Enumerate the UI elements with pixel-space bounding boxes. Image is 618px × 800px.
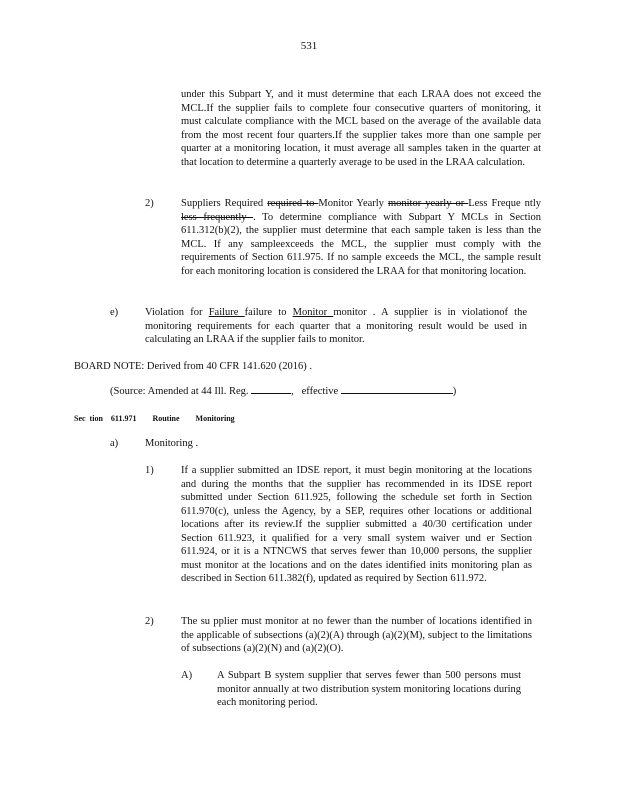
source-note: (Source: Amended at 44 Ill. Reg. , effective )	[110, 386, 457, 397]
item-a2A-text: A Subpart B system supplier that serves fewer than 500 persons must monitor annually at two distribution system monitoring locations during each monitoring period.	[217, 670, 521, 708]
item-e-text: Violation for Failure failure to Monitor monitor . A supplier is in violationof the monitoring requirements for each quarter that a monitoring result would be used in calculating an LRAA if the supplier fails to monitor.	[145, 307, 528, 345]
item-a1-label: 1)	[145, 465, 154, 476]
deleted-text: required to	[267, 198, 319, 209]
deleted-text: less frequently	[181, 211, 254, 223]
section-heading: Sec tion 611.971 Routine Monitoring	[74, 414, 235, 423]
item-e-label: e)	[110, 307, 119, 318]
inserted-text: Failure	[208, 307, 245, 318]
item-a2-text: The su pplier must monitor at no fewer than the number of locations identified in the applicable of subsections (a)(2)(A) through (a)(2)(M), subject to the limitations of subsections (a)(2)(N) and (a)(2)(O).	[181, 616, 532, 654]
inserted-text: Monitor	[292, 307, 334, 318]
item-a-text: Monitoring .	[145, 438, 199, 449]
item-a1-text: If a supplier submitted an IDSE report, it must begin monitoring at the locations and during the months that the supplier has recommended in its IDSE report submitted under Section 611.925, following the schedule set forth in Section 611.970(c), unless the Agency, by a SEP, requires other locations or additional locations after its review.If the supplier submitted a 40/30 certification under Section 611.923, it qualified for a very small system waiver und er Section 611.924, or it is a NTNCWS that serves fewer than 10,000 persons, the supplier must monitor at the locations and on the dates identified inits monitoring plan as described in Section 611.382(f), updated as required by Section 611.972.	[181, 465, 532, 584]
effective-date-blank	[341, 393, 453, 394]
item-2-label: 2)	[145, 198, 154, 209]
board-note: BOARD NOTE: Derived from 40 CFR 141.620 (2016) .	[74, 361, 312, 372]
page-number: 531	[300, 40, 318, 52]
item-a-label: a)	[110, 438, 119, 449]
register-blank	[251, 393, 291, 394]
item-2-text: Suppliers Required required to Monitor Yearly monitor yearly or Less Freque ntly less frequently . To determine compliance with Subpart Y MCLs in Section 611.312(b)(2), the supplier must determine that each sample taken is less than the MCL. If any sampleexceeds the MCL, the supplier must comply with the requirements of Section 611.975. If no sample exceeds the MCL, the sample result for each monitoring location is considered the LRAA for that monitoring location.	[181, 198, 542, 277]
item-a2A-label: A)	[181, 670, 193, 681]
deleted-text: monitor yearly or	[387, 198, 469, 209]
item-a2-label: 2)	[145, 616, 154, 627]
paragraph-continuation: under this Subpart Y, and it must determine that each LRAA does not exceed the MCL.If the supplier fails to complete four consecutive quarters of monitoring, it must calculate compliance with the MCL based on the average of the available data from the most recent four quarters.If the supplier takes more than one sample per quarter at a monitoring location, it must average all samples taken in the quarter at that location to determine a quarterly average to be used in the LRAA calculation.	[181, 89, 541, 168]
